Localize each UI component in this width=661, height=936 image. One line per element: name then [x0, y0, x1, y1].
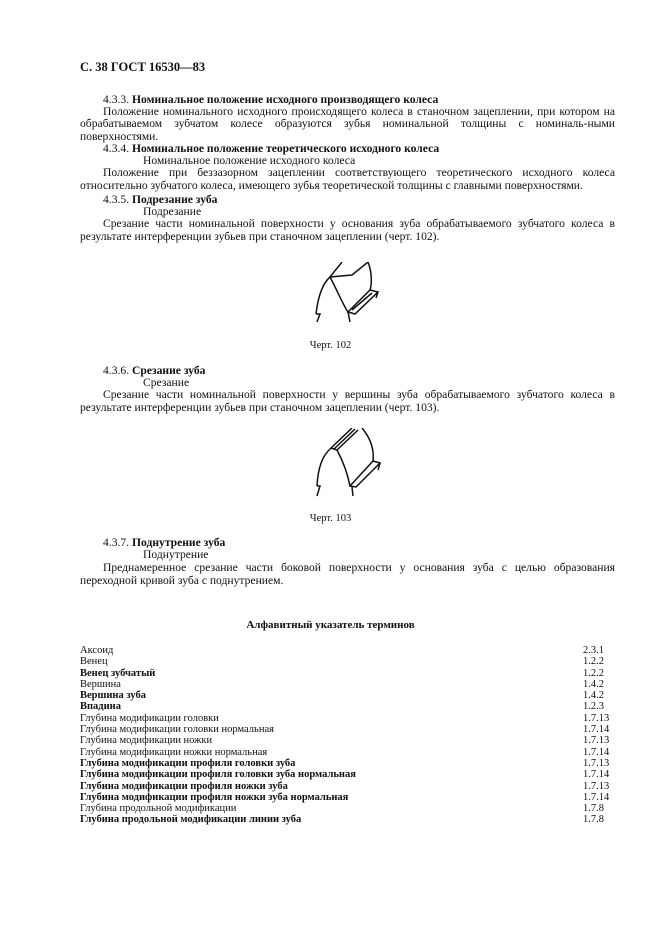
index-term: Венец	[80, 656, 108, 668]
index-entry	[80, 814, 615, 825]
section-number: 4.3.3.	[103, 93, 130, 106]
section-number: 4.3.7.	[103, 536, 130, 549]
index-term: Глубина модификации профиля ножки зуба нормальная	[80, 791, 349, 803]
section-term: Номинальное положение исходного производящего колеса	[132, 93, 439, 106]
index-ref: 2.3.1	[583, 645, 604, 656]
index-ref: 1.7.13	[583, 757, 610, 769]
index-title: Алфавитный указатель терминов	[246, 619, 415, 631]
index-ref: 1.7.14	[583, 724, 610, 736]
section-number: 4.3.6.	[103, 364, 130, 377]
index-term: Глубина модификации головки	[80, 712, 219, 724]
gear-tooth-undercut-figure	[300, 262, 400, 342]
index-ref: 1.7.13	[583, 735, 610, 747]
section-definition: Положение номинального исходного происходящего колеса в станочном зацеплении, при котором на обрабатываемом зубчатом колесе образуются зубья номинальной толщины с номиналь-ными поверхностями.	[80, 105, 615, 143]
index-term: Глубина продольной модификации	[80, 803, 237, 815]
gear-tooth-tip-cut-figure	[300, 428, 400, 508]
index-ref: 1.4.2	[583, 690, 604, 702]
section-synonym: Подрезание	[143, 205, 202, 219]
section-term: Подрезание зуба	[132, 193, 218, 206]
section-number: 4.3.5.	[103, 193, 130, 206]
index-term: Глубина модификации ножки	[80, 735, 213, 747]
index-entry	[80, 724, 615, 735]
section-term: Номинальное положение теоретического исходного колеса	[132, 142, 440, 155]
section-term: Срезание зуба	[132, 364, 206, 377]
index-term: Вершина зуба	[80, 690, 146, 702]
index-ref: 1.7.8	[583, 814, 604, 826]
index-ref: 1.7.13	[583, 712, 610, 724]
section-4-3-4	[80, 143, 615, 192]
index-ref: 1.4.2	[583, 678, 604, 690]
index-term: Глубина продольной модификации линии зуба	[80, 814, 302, 826]
index-ref: 1.2.2	[583, 656, 604, 668]
index-entry	[80, 803, 615, 814]
index-term: Венец зубчатый	[80, 667, 156, 679]
section-4-3-5	[80, 194, 615, 243]
section-synonym: Номинальное положение исходного колеса	[143, 154, 356, 168]
index-ref: 1.7.13	[583, 780, 610, 792]
section-term: Поднутрение зуба	[132, 536, 226, 549]
page-header: С. 38 ГОСТ 16530—83	[80, 60, 206, 74]
index-entry	[80, 713, 615, 724]
index-ref: 1.7.14	[583, 746, 610, 758]
section-definition: Положение при беззазорном зацеплении соответствующего теоретического исходного колеса относительно зубчатого колеса, имеющего зубья теоретической толщины с главными поверхностями.	[80, 166, 615, 192]
index-entry	[80, 781, 615, 792]
figure-caption: Черт. 103	[309, 513, 352, 524]
section-4-3-3	[80, 94, 615, 143]
section-definition: Срезание части номинальной поверхности у основания зуба обрабатываемого зубчатого колеса в результате интерференции зубьев при станочном зацеплении (черт. 102).	[80, 217, 615, 243]
section-definition: Преднамеренное срезание части боковой поверхности у основания зуба с целью образования переходной кривой зуба с поднутрением.	[80, 561, 615, 588]
index-term: Глубина модификации ножки нормальная	[80, 746, 268, 758]
index-entry	[80, 758, 615, 769]
figure-caption: Черт. 102	[309, 340, 352, 351]
index-ref: 1.7.14	[583, 791, 610, 803]
index-entry	[80, 668, 615, 679]
index-term: Вершина	[80, 678, 121, 690]
index-entry	[80, 792, 615, 803]
index-entry	[80, 645, 615, 656]
index-term: Глубина модификации профиля головки зуба нормальная	[80, 769, 356, 781]
section-number: 4.3.4.	[103, 142, 130, 155]
index-entry	[80, 769, 615, 780]
term-index	[80, 645, 615, 826]
index-entry	[80, 679, 615, 690]
section-4-3-6	[80, 365, 615, 414]
index-term: Впадина	[80, 701, 121, 713]
index-term: Глубина модификации головки нормальная	[80, 724, 274, 736]
index-ref: 1.7.8	[583, 803, 604, 815]
section-synonym: Срезание	[143, 376, 190, 390]
index-ref: 1.2.3	[583, 701, 604, 713]
index-entry	[80, 735, 615, 746]
index-entry	[80, 747, 615, 758]
section-definition: Срезание части номинальной поверхности у вершины зуба обрабатываемого зубчатого колеса в результате интерференции зубьев при станочном зацеплении (черт. 103).	[80, 388, 615, 414]
index-term: Глубина модификации профиля ножки зуба	[80, 780, 288, 792]
index-term: Глубина модификации профиля головки зуба	[80, 757, 296, 769]
index-ref: 1.2.2	[583, 667, 604, 679]
section-4-3-7	[80, 537, 615, 587]
index-term: Аксоид	[80, 645, 114, 656]
section-synonym: Поднутрение	[143, 548, 209, 562]
index-entry	[80, 690, 615, 701]
index-entry	[80, 656, 615, 667]
index-ref: 1.7.14	[583, 769, 610, 781]
index-entry	[80, 701, 615, 712]
